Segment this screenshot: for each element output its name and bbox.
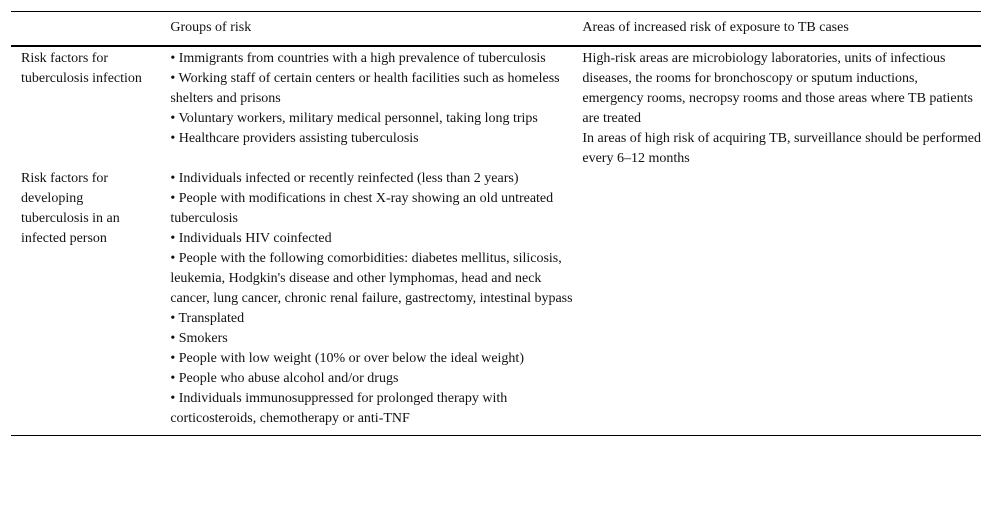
row-label: Risk factors for tuberculosis infection xyxy=(21,51,142,86)
table-header-row xyxy=(11,12,981,47)
list-item: • Working staff of certain centers or health facilities such as homeless shelters and prisons xyxy=(170,71,560,106)
row-label: Risk factors for developing tuberculosis in an infected person xyxy=(11,169,170,436)
list-item: • Healthcare providers assisting tuberculosis xyxy=(170,131,419,146)
table-row xyxy=(11,46,981,169)
list-item: • People who abuse alcohol and/or drugs xyxy=(170,371,399,386)
list-item: • People with the following comorbidities: diabetes mellitus, silicosis, leukemia, Hodgkin's disease and other lymphomas, head and neck cancer, lung cancer, chronic renal failure, gastrectomy, intestinal bypass xyxy=(170,251,573,306)
list-item: • People with modifications in chest X-ray showing an old untreated tuberculosis xyxy=(170,191,554,226)
groups-cell xyxy=(170,169,582,436)
list-item: • People with low weight (10% or over below the ideal weight) xyxy=(170,351,524,366)
header-areas: Areas of increased risk of exposure to TB cases xyxy=(582,12,981,47)
list-item: • Transplated xyxy=(170,311,245,326)
table-row xyxy=(11,169,981,436)
groups-cell xyxy=(170,46,582,169)
list-item: • Individuals immunosuppressed for prolonged therapy with corticosteroids, chemotherapy or anti-TNF xyxy=(170,391,508,426)
list-item: • Individuals HIV coinfected xyxy=(170,231,332,246)
list-item: • Immigrants from countries with a high prevalence of tuberculosis xyxy=(170,51,546,66)
list-item: • Smokers xyxy=(170,331,228,346)
areas-paragraph: In areas of high risk of acquiring TB, surveillance should be performed every 6–12 months xyxy=(582,131,981,166)
areas-paragraph: High-risk areas are microbiology laboratories, units of infectious diseases, the rooms for bronchoscopy or sputum inductions, emergency rooms, necropsy rooms and those areas where TB patients are treated xyxy=(582,51,973,126)
areas-cell xyxy=(582,46,981,169)
areas-cell-empty xyxy=(582,169,981,436)
table-container xyxy=(11,11,981,436)
header-groups-of-risk: Groups of risk xyxy=(170,12,582,47)
header-empty xyxy=(11,12,170,47)
list-item: • Voluntary workers, military medical personnel, taking long trips xyxy=(170,111,538,126)
risk-table xyxy=(11,11,981,436)
list-item: • Individuals infected or recently reinfected (less than 2 years) xyxy=(170,171,519,186)
